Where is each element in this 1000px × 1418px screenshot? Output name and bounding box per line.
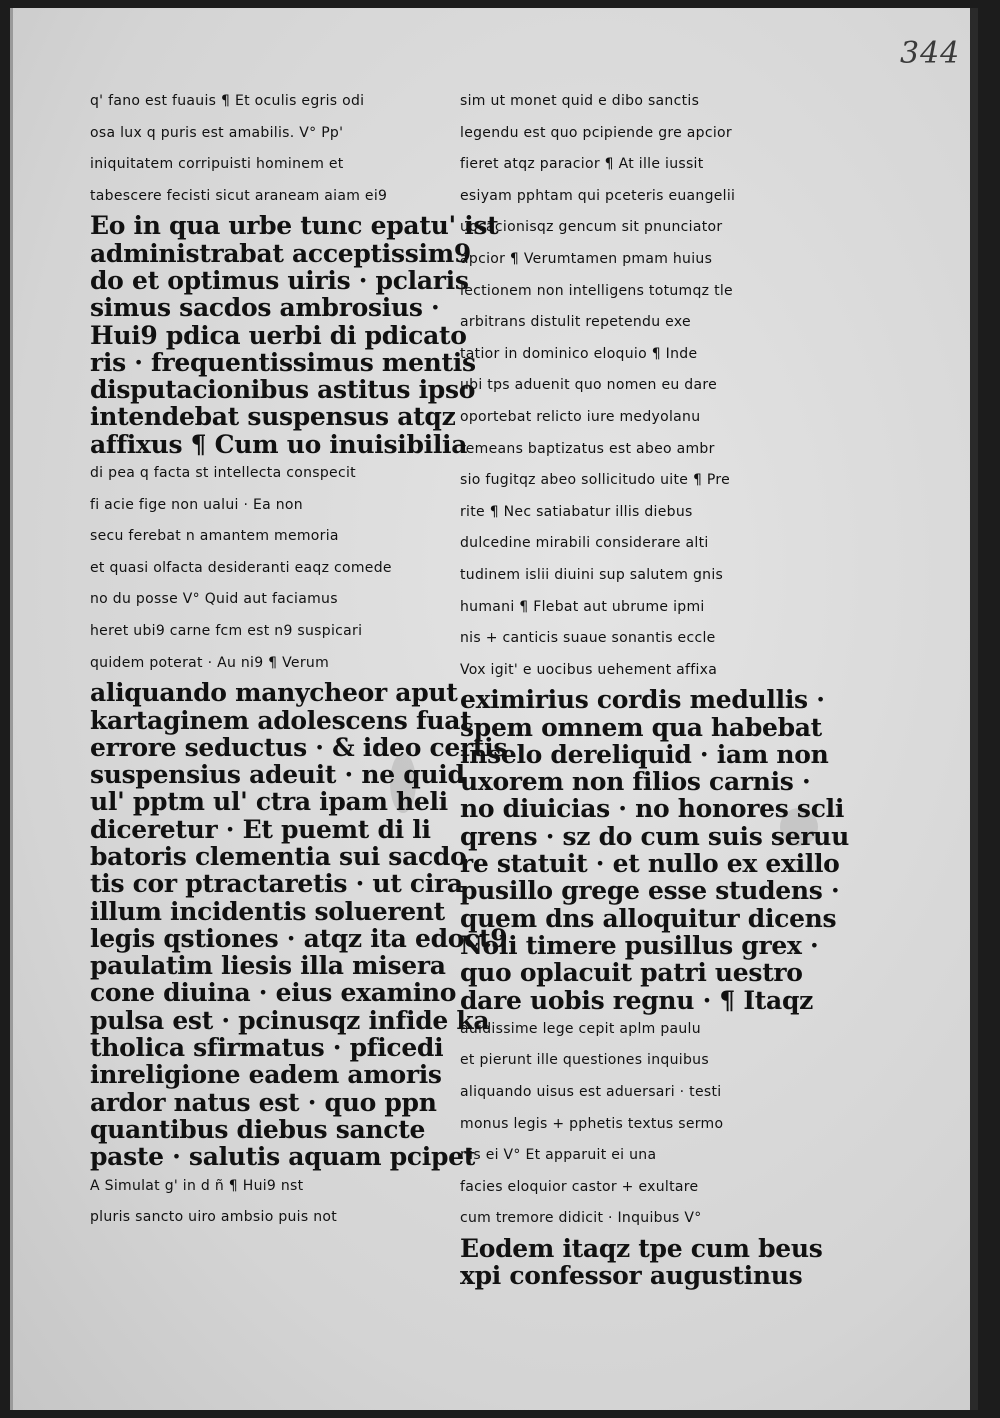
text-line: aliquando manycheor aput bbox=[90, 678, 458, 708]
text-line: no du posse V° Quid aut faciamus bbox=[90, 591, 338, 608]
text-line: pulsa est · pcinusqz infide ka bbox=[90, 1005, 490, 1035]
text-line: arbitrans distulit repetendu exe bbox=[460, 314, 691, 331]
text-line: intendebat suspensus atqz bbox=[90, 402, 456, 432]
text-line: et quasi olfacta desideranti eaqz comede bbox=[90, 559, 392, 576]
text-line: sio fugitqz abeo sollicitudo uite ¶ Pre bbox=[460, 472, 731, 489]
text-line: remeans baptizatus est abeo ambr bbox=[460, 440, 715, 457]
text-line: legendu est quo pcipiende gre apcior bbox=[460, 124, 732, 141]
text-column-right bbox=[460, 86, 849, 1291]
text-line: tabescere fecisti sicut araneam aiam ei9 bbox=[90, 187, 388, 204]
text-line: inreligione eadem amoris bbox=[90, 1060, 442, 1090]
text-line: xpi confessor augustinus bbox=[460, 1261, 803, 1291]
text-line: quem dns alloquitur dicens bbox=[460, 903, 837, 933]
text-line: humani ¶ Flebat aut ubrume ipmi bbox=[460, 598, 705, 615]
text-line: administrabat acceptissim9 bbox=[90, 238, 471, 268]
text-line: monus legis + pphetis textus sermo bbox=[460, 1115, 724, 1132]
text-line: suspensius adeuit · ne quid bbox=[90, 760, 465, 790]
text-line: simus sacdos ambrosius · bbox=[90, 293, 440, 323]
text-line: nis + canticis suaue sonantis eccle bbox=[460, 630, 716, 647]
text-line: legis qstiones · atqz ita edoct9 bbox=[90, 923, 508, 953]
text-line: ardor natus est · quo ppn bbox=[90, 1087, 437, 1117]
text-line: Noli timere pusillus grex · bbox=[460, 930, 819, 960]
text-line: tatior in dominico eloquio ¶ Inde bbox=[460, 345, 698, 362]
text-line: kartaginem adolescens fuat bbox=[90, 705, 472, 735]
text-line: affixus ¶ Cum uo inuisibilia bbox=[90, 429, 468, 459]
text-line: rite ¶ Nec satiabatur illis diebus bbox=[460, 503, 693, 520]
text-line: disputacionibus astitus ipso bbox=[90, 375, 476, 405]
text-line: quantibus diebus sancte bbox=[90, 1114, 426, 1144]
text-line: uocacionisqz gencum sit pnunciator bbox=[460, 219, 723, 236]
text-line: batoris clementia sui sacdo bbox=[90, 841, 467, 871]
text-line: heret ubi9 carne fcm est n9 suspicari bbox=[90, 623, 363, 640]
text-line: ris · frequentissimus mentis bbox=[90, 347, 476, 377]
text-line: dare uobis regnu · ¶ Itaqz bbox=[460, 985, 814, 1015]
text-line: Vox igit' e uocibus uehement affixa bbox=[460, 661, 718, 678]
text-line: fi acie fige non ualui · Ea non bbox=[90, 496, 303, 513]
text-line: Eo in qua urbe tunc epatu' ist bbox=[90, 211, 499, 241]
text-line: sim ut monet quid e dibo sanctis bbox=[460, 93, 700, 109]
text-line: di pea q facta st intellecta conspecit bbox=[90, 465, 356, 482]
text-line: auidissime lege cepit aplm paulu bbox=[460, 1020, 701, 1037]
text-line: A Simulat g' in d ñ ¶ Hui9 nst bbox=[90, 1177, 304, 1194]
folio-number: 344 bbox=[900, 36, 961, 71]
text-line: tis cor ptractaretis · ut cira bbox=[90, 869, 463, 899]
text-line: quo oplacuit patri uestro bbox=[460, 958, 803, 988]
text-line: paste · salutis aquam pcipet bbox=[90, 1142, 476, 1172]
text-line: dulcedine mirabili considerare alti bbox=[460, 535, 709, 552]
text-line: quidem poterat · Au ni9 ¶ Verum bbox=[90, 654, 330, 671]
text-line: pusillo grege esse studens · bbox=[460, 876, 840, 906]
text-line: aliquando uisus est aduersari · testi bbox=[460, 1084, 722, 1101]
text-line: uxorem non filios carnis · bbox=[460, 767, 811, 797]
text-line: cum tremore didicit · Inquibus V° bbox=[460, 1210, 702, 1227]
text-line: oportebat relicto iure medyolanu bbox=[460, 408, 701, 425]
text-line: ul' pptm ul' ctra ipam heli bbox=[90, 787, 448, 817]
text-line: fieret atqz paracior ¶ At ille iussit bbox=[460, 156, 704, 173]
text-line: lectionem non intelligens totumqz tle bbox=[460, 282, 733, 299]
text-line: tudinem islii diuini sup salutem gnis bbox=[460, 566, 724, 583]
text-line: apcior ¶ Verumtamen pmam huius bbox=[460, 250, 713, 267]
text-line: Eodem itaqz tpe cum beus bbox=[460, 1234, 823, 1263]
text-line: cone diuina · eius examino bbox=[90, 978, 457, 1008]
text-line: diceretur · Et puemt di li bbox=[90, 814, 431, 844]
text-line: pluris sancto uiro ambsio puis not bbox=[90, 1209, 338, 1226]
text-column-left bbox=[90, 86, 508, 1234]
text-line: facies eloquior castor + exultare bbox=[460, 1178, 699, 1195]
text-line: q' fano est fuauis ¶ Et oculis egris odi bbox=[90, 93, 365, 109]
text-line: re statuit · et nullo ex exillo bbox=[460, 849, 840, 879]
text-line: paulatim liesis illa misera bbox=[90, 951, 446, 981]
text-line: qrens · sz do cum suis seruu bbox=[460, 821, 849, 851]
text-line: no diuicias · no honores scli bbox=[460, 794, 845, 824]
text-line: nis ei V° Et apparuit ei una bbox=[460, 1147, 657, 1164]
text-line: do et optimus uiris · pclaris bbox=[90, 265, 469, 295]
text-line: esiyam pphtam qui pceteris euangelii bbox=[460, 187, 736, 204]
text-line: errore seductus · & ideo certis bbox=[90, 732, 508, 762]
text-line: eximirius cordis medullis · bbox=[460, 685, 825, 715]
text-line: tholica sfirmatus · pficedi bbox=[90, 1033, 444, 1063]
page-left-edge bbox=[10, 8, 13, 1410]
text-line: osa lux q puris est amabilis. V° Pp' bbox=[90, 124, 344, 141]
text-line: iniquitatem corripuisti hominem et bbox=[90, 156, 344, 173]
text-line: spem omnem qua habebat bbox=[460, 712, 822, 742]
text-line: ubi tps aduenit quo nomen eu dare bbox=[460, 377, 718, 394]
text-line: et pierunt ille questiones inquibus bbox=[460, 1052, 709, 1069]
text-line: secu ferebat n amantem memoria bbox=[90, 528, 339, 545]
page-right-edge bbox=[970, 8, 978, 1410]
text-line: illum incidentis soluerent bbox=[90, 896, 445, 926]
text-line: Hui9 pdica uerbi di pdicato bbox=[90, 320, 467, 350]
manuscript-page bbox=[10, 8, 978, 1410]
text-line: inselo dereliquid · iam non bbox=[460, 739, 829, 769]
